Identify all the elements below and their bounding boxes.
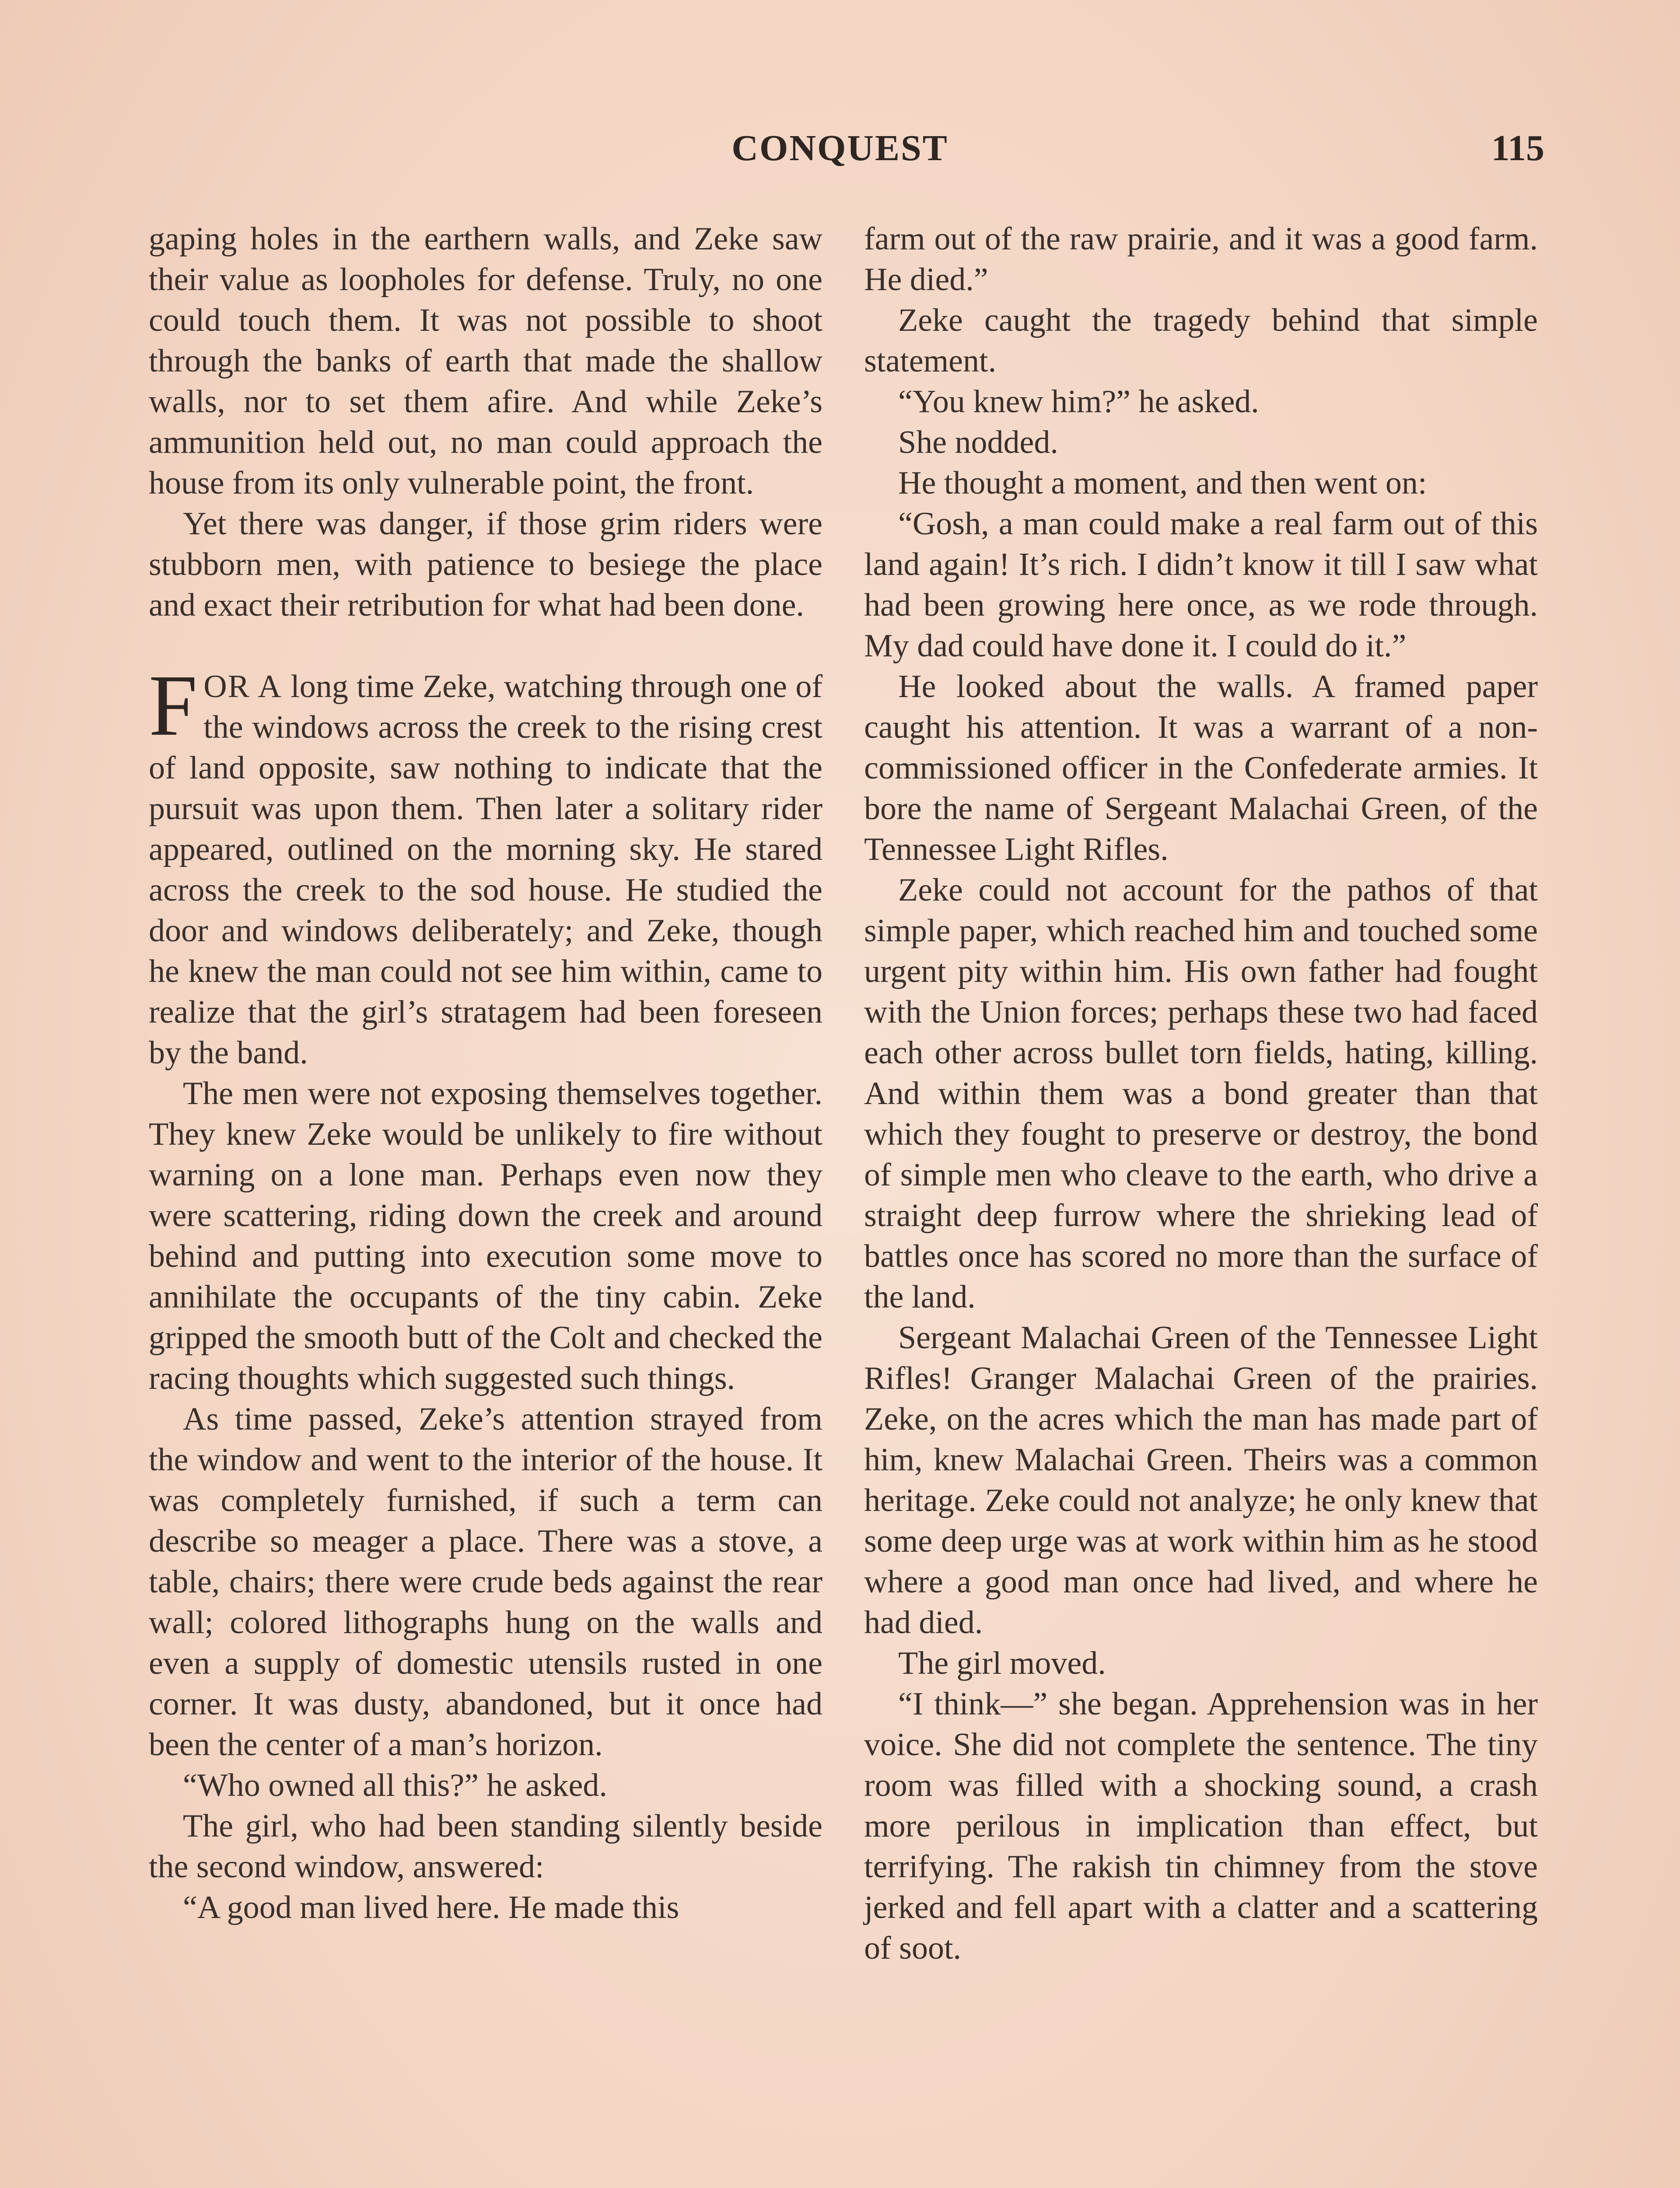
paragraph: “A good man lived here. He made this [183, 1890, 679, 1925]
paragraph: “I think—” she began. Apprehension was in her voice. She did not complete the sentence. The tiny room was filled with a shocking sound, a crash more perilous in implication than effect, but terrifying. The rakish tin chimney from the stove jerked and fell apart with a clatter and a scattering of soot. [864, 1686, 1538, 1966]
paragraph: She nodded. [898, 424, 1058, 460]
paragraph: He looked about the walls. A framed paper caught his attention. It was a warrant of a non-commissioned officer in the Confederate armies. It bore the name of Sergeant Malachai Green, of the Tennessee Light Rifles. [864, 669, 1538, 867]
continued-paragraph: farm out of the raw prairie, and it was a good farm. He died.” [864, 221, 1538, 298]
paragraph: Sergeant Malachai Green of the Tennessee Light Rifles! Granger Malachai Green of the prairies. Zeke, on the acres which the man has made part of him, knew Malachai Green. Theirs was a common heritage. Zeke could not analyze; he only knew that some deep urge was at work within him as he stood where a good man once had lived, and where he had died. [864, 1320, 1538, 1641]
paragraph: He thought a moment, and then went on: [898, 465, 1427, 501]
paragraph: gaping holes in the earthern walls, and Zeke saw their value as loopholes for defense. Truly, no one could touch them. It was not possible to shoot through the banks of earth that made the shallow walls, nor to set them afire. And while Zeke’s ammunition held out, no man could approach the house from its only vulnerable point, the front. [149, 221, 822, 501]
paragraph: The girl, who had been standing silently beside the second window, answered: [149, 1808, 822, 1885]
section-opening-paragraph [149, 657, 822, 1073]
paragraph: Zeke could not account for the pathos of that simple paper, which reached him and touched some urgent pity within him. His own father had fought with the Union forces; perhaps these two had faced each other across bullet torn fields, hating, killing. And within them was a bond greater than that which they fought to preserve or destroy, the bond of simple men who cleave to the earth, who drive a straight deep furrow where the shrieking lead of battles once has scored no more than the surface of the land. [864, 872, 1538, 1315]
paragraph: “Gosh, a man could make a real farm out of this land again! It’s rich. I didn’t know it till I saw what had been growing here once, as we rode through. My dad could have done it. I could do it.” [864, 506, 1538, 664]
small-caps-lead: OR A [203, 669, 282, 705]
right-column [864, 219, 1538, 1969]
paragraph: “You knew him?” he asked. [898, 384, 1259, 420]
paragraph: “Who owned all this?” he asked. [183, 1767, 607, 1803]
paragraph: The girl moved. [898, 1645, 1106, 1681]
running-head-title: CONQUEST [732, 128, 948, 168]
paragraph: The men were not exposing themselves together. They knew Zeke would be unlikely to fire without warning on a lone man. Perhaps even now they were scattering, riding down the creek and around behind and putting into execution some move to annihilate the occupants of the tiny cabin. Zeke gripped the smooth butt of the Colt and checked the racing thoughts which suggested such things. [149, 1076, 822, 1396]
section-lead-text: long time Zeke, watching through one of the windows across the creek to the rising crest of land opposite, saw nothing to indicate that the pursuit was upon them. Then later a solitary rider appeared, outlined on the morning sky. He stared across the creek to the sod house. He studied the door and windows deliberately; and Zeke, though he knew the man could not see him within, came to realize that the girl’s stratagem had been foreseen by the band. [149, 669, 822, 1071]
drop-cap: F [149, 657, 198, 754]
paragraph: Zeke caught the tragedy behind that simple statement. [864, 302, 1538, 379]
paragraph: Yet there was danger, if those grim riders were stubborn men, with patience to besiege the place and exact their retribution for what had been done. [149, 506, 822, 623]
page-number: 115 [1491, 128, 1544, 168]
left-column [149, 219, 822, 1928]
paragraph: As time passed, Zeke’s attention strayed from the window and went to the interior of the house. It was completely furnished, if such a term can describe so meager a place. There was a stove, a table, chairs; there were crude beds against the rear wall; colored lithographs hung on the walls and even a supply of domestic utensils rusted in one corner. It was dusty, abandoned, but it once had been the center of a man’s horizon. [149, 1401, 822, 1763]
